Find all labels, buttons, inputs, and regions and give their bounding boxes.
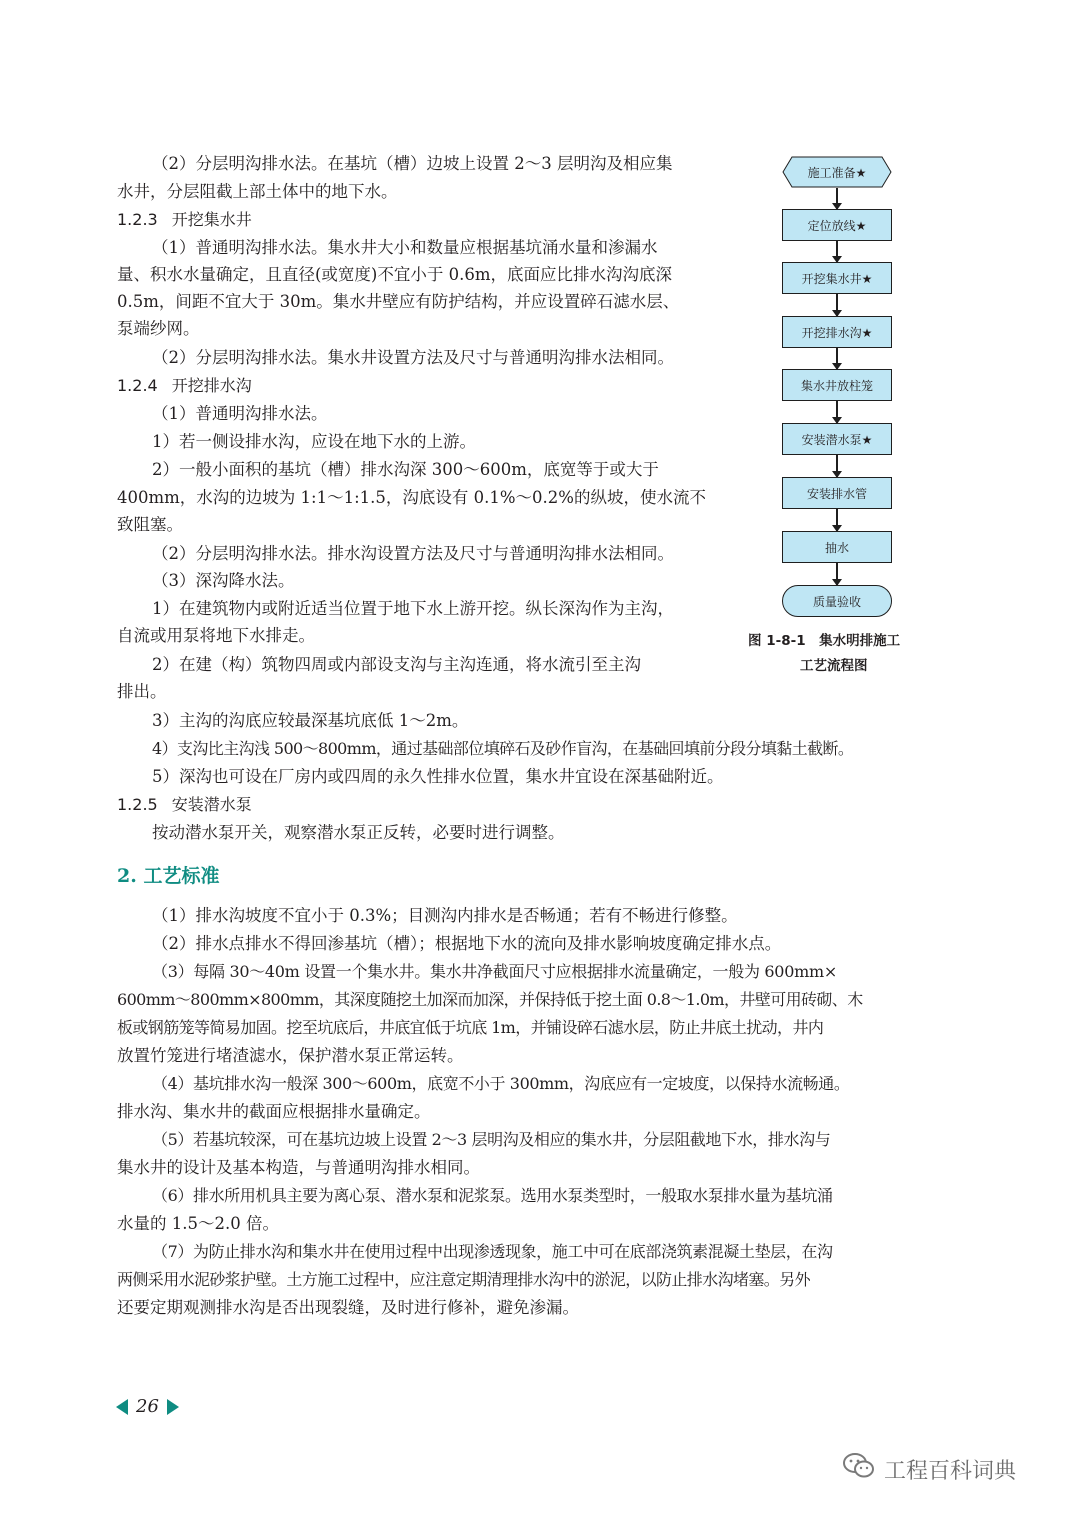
paragraph-line: 1）若一侧设排水沟，应设在地下水的上游。 xyxy=(152,432,476,451)
paragraph-line: 4）支沟比主沟浅 500～800mm，通过基础部位填碎石及砂作盲沟，在基础回填前分段分填黏土截断。 xyxy=(152,739,854,758)
flow-step xyxy=(782,477,892,509)
heading-1-2-5 xyxy=(117,795,252,815)
paragraph-line: 按动潜水泵开关，观察潜水泵正反转，必要时进行调整。 xyxy=(152,823,565,842)
flow-step xyxy=(782,531,892,563)
flow-arrow xyxy=(836,348,838,369)
flow-arrow xyxy=(836,188,838,209)
paragraph-line: （2）分层明沟排水法。排水沟设置方法及尺寸与普通明沟排水法相同。 xyxy=(152,544,674,563)
flow-step-label: 开挖排水沟★ xyxy=(801,325,873,340)
paragraph-line: 2）一般小面积的基坑（槽）排水沟深 300～600m，底宽等于或大于 xyxy=(152,460,659,479)
paragraph-line: 自流或用泵将地下水排走。 xyxy=(117,626,315,645)
flow-step-label: 安装潜水泵★ xyxy=(801,432,873,447)
paragraph-line: 集水井的设计及基本构造，与普通明沟排水相同。 xyxy=(117,1158,480,1177)
flow-arrow xyxy=(836,455,838,477)
paragraph-line: 致阻塞。 xyxy=(117,515,183,534)
paragraph-line: （4）基坑排水沟一般深 300～600m，底宽不小于 300mm，沟底应有一定坡度，以保持水流畅通。 xyxy=(152,1074,850,1093)
heading-1-2-4 xyxy=(117,376,252,396)
paragraph-line: 2）在建（构）筑物四周或内部设支沟与主沟连通，将水流引至主沟 xyxy=(152,655,641,674)
flow-step-start xyxy=(782,156,892,188)
paragraph-line: 5）深沟也可设在厂房内或四周的永久性排水位置，集水井宜设在深基础附近。 xyxy=(152,767,724,786)
paragraph-line: （3）每隔 30～40m 设置一个集水井。集水井净截面尺寸应根据排水流量确定，一般为 600mm× xyxy=(152,962,837,981)
paragraph-line: （2）分层明沟排水法。在基坑（槽）边坡上设置 2～3 层明沟及相应集 xyxy=(152,154,673,173)
page-number-nav xyxy=(116,1396,179,1417)
paragraph-line: 600mm～800mm×800mm，其深度随挖土加深而加深，并保持低于挖土面 0.8～1.0m，井壁可用砖砌、木 xyxy=(117,990,863,1009)
paragraph-line: （3）深沟降水法。 xyxy=(152,571,295,590)
watermark xyxy=(842,1452,1016,1486)
heading-text: 开挖排水沟 xyxy=(171,376,252,395)
paragraph-line: （2）分层明沟排水法。集水井设置方法及尺寸与普通明沟排水法相同。 xyxy=(152,348,674,367)
flow-arrow xyxy=(836,509,838,531)
paragraph-line: 1）在建筑物内或附近适当位置于地下水上游开挖。纵长深沟作为主沟， xyxy=(152,599,674,618)
flow-arrow xyxy=(836,563,838,585)
figure-caption: 图 1-8-1 集水明排施工 xyxy=(748,633,901,649)
figure-caption: 工艺流程图 xyxy=(800,658,868,674)
heading-text: 安装潜水泵 xyxy=(171,795,252,814)
paragraph-line: 还要定期观测排水沟是否出现裂缝，及时进行修补，避免渗漏。 xyxy=(117,1298,579,1317)
paragraph-line: 3）主沟的沟底应较最深基坑底低 1～2m。 xyxy=(152,711,469,730)
paragraph-line: 板或钢筋笼等简易加固。挖至坑底后，井底宜低于坑底 1m，并铺设碎石滤水层，防止井底土扰动，井内 xyxy=(117,1018,824,1037)
flow-step-label: 开挖集水井★ xyxy=(801,271,873,286)
flow-step-label: 质量验收 xyxy=(812,594,861,609)
paragraph-line: （7）为防止排水沟和集水井在使用过程中出现渗透现象，施工中可在底部浇筑素混凝土垫层，在沟 xyxy=(152,1242,833,1261)
section-title: 2. 工艺标准 xyxy=(117,865,220,887)
paragraph-line: 排出。 xyxy=(117,682,167,701)
flow-step xyxy=(782,316,892,348)
flow-step xyxy=(782,262,892,294)
heading-number: 1.2.5 xyxy=(117,795,158,814)
flow-arrow xyxy=(836,401,838,423)
paragraph-line: 量、积水水量确定，且直径(或宽度)不宜小于 0.6m，底面应比排水沟沟底深 xyxy=(117,265,673,284)
paragraph-line: （6）排水所用机具主要为离心泵、潜水泵和泥浆泵。选用水泵类型时，一般取水泵排水量为基坑涌 xyxy=(152,1186,833,1205)
flow-step-label: 安装排水管 xyxy=(806,486,867,501)
paragraph-line: 400mm，水沟的边坡为 1:1～1:1.5，沟底设有 0.1%～0.2%的纵坡，使水流不 xyxy=(117,488,706,507)
flow-step-label: 定位放线★ xyxy=(807,218,867,233)
flow-arrow xyxy=(836,294,838,316)
flow-step-label: 施工准备★ xyxy=(807,165,867,180)
heading-number: 1.2.4 xyxy=(117,376,158,395)
heading-number: 1.2.3 xyxy=(117,210,158,229)
watermark-text: 工程百科词典 xyxy=(884,1458,1017,1484)
flow-step xyxy=(782,369,892,401)
triangle-left-icon xyxy=(116,1399,128,1415)
paragraph-line: （1）普通明沟排水法。集水井大小和数量应根据基坑涌水量和渗漏水 xyxy=(152,238,658,257)
paragraph-line: （1）普通明沟排水法。 xyxy=(152,404,328,423)
paragraph-line: 排水沟、集水井的截面应根据排水量确定。 xyxy=(117,1102,431,1121)
paragraph-line: 两侧采用水泥砂浆护壁。土方施工过程中，应注意定期清理排水沟中的淤泥，以防止排水沟堵塞。另外 xyxy=(117,1270,811,1289)
wechat-icon xyxy=(842,1452,876,1486)
flow-step xyxy=(782,423,892,455)
flow-arrow xyxy=(836,241,838,262)
paragraph-line: 0.5m，间距不宜大于 30m。集水井壁应有防护结构，并应设置碎石滤水层、 xyxy=(117,292,680,311)
paragraph-line: （2）排水点排水不得回渗基坑（槽）；根据地下水的流向及排水影响坡度确定排水点。 xyxy=(152,934,782,953)
paragraph-line: （1）排水沟坡度不宜小于 0.3%；目测沟内排水是否畅通；若有不畅进行修整。 xyxy=(152,906,738,925)
paragraph-line: 泵端纱网。 xyxy=(117,319,200,338)
flow-step-label: 集水井放柱笼 xyxy=(800,378,873,393)
triangle-right-icon xyxy=(167,1399,179,1415)
flow-step-label: 抽水 xyxy=(824,540,849,555)
page-number: 26 xyxy=(136,1396,159,1417)
flow-step-end xyxy=(782,585,892,617)
heading-1-2-3 xyxy=(117,210,252,230)
paragraph-line: 水井，分层阻截上部土体中的地下水。 xyxy=(117,182,398,201)
paragraph-line: （5）若基坑较深，可在基坑边坡上设置 2～3 层明沟及相应的集水井，分层阻截地下水，排水沟与 xyxy=(152,1130,831,1149)
heading-text: 开挖集水井 xyxy=(171,210,252,229)
flow-step xyxy=(782,209,892,241)
paragraph-line: 放置竹笼进行堵渣滤水，保护潜水泵正常运转。 xyxy=(117,1046,464,1065)
paragraph-line: 水量的 1.5～2.0 倍。 xyxy=(117,1214,279,1233)
